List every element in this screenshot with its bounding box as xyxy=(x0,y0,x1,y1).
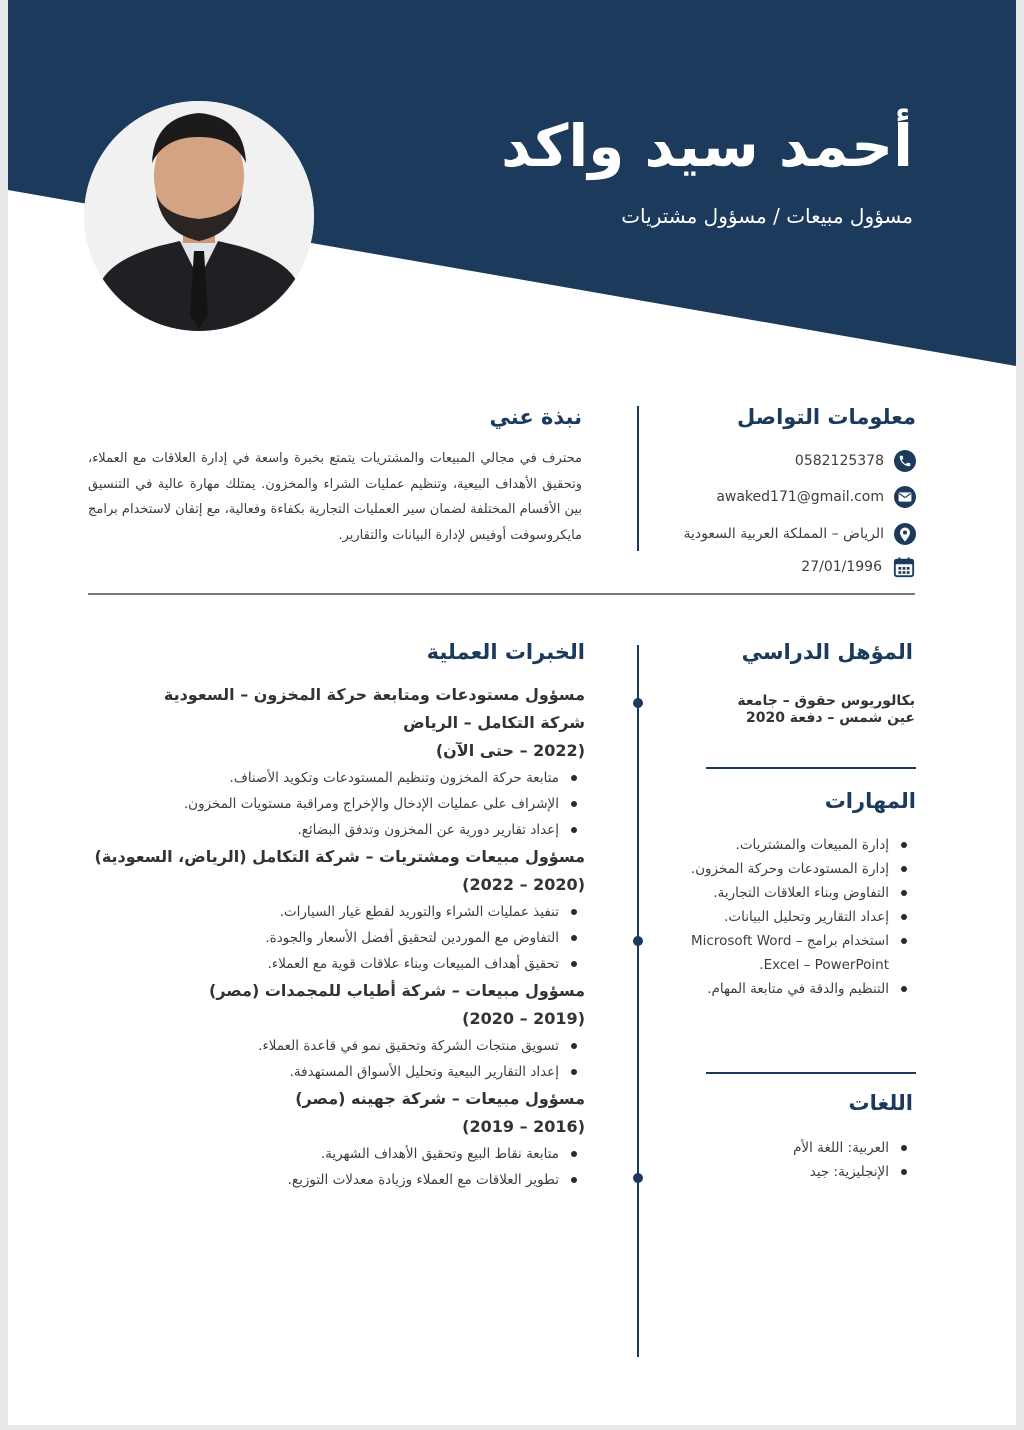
phone-row xyxy=(795,449,916,473)
job-duty: تحقيق أهداف المبيعات وبناء علاقات قوية مع العملاء. xyxy=(65,951,585,977)
education-divider xyxy=(706,767,916,769)
skill-item: استخدام برامج Microsoft Word – Excel – PowerPoint. xyxy=(681,929,911,977)
birth-date: 27/01/1996 xyxy=(801,559,882,575)
about-heading: نبذة عني xyxy=(489,405,582,429)
timeline-dot xyxy=(633,698,643,708)
job-duty: التفاوض مع الموردين لتحقيق أفضل الأسعار والجودة. xyxy=(65,925,585,951)
job-title: مسؤول مبيعات / مسؤول مشتريات xyxy=(621,204,913,228)
job-period: (2019 – 2020) xyxy=(462,1009,585,1028)
languages-heading: اللغات xyxy=(848,1091,913,1115)
job-entry xyxy=(65,977,585,1085)
skill-item: التنظيم والدقة في متابعة المهام. xyxy=(681,977,911,1001)
job-duty: الإشراف على عمليات الإدخال والإخراج ومراقبة مستويات المخزون. xyxy=(65,791,585,817)
skill-item: إعداد التقارير وتحليل البيانات. xyxy=(681,905,911,929)
location-icon xyxy=(894,523,916,545)
email-address[interactable]: awaked171@gmail.com xyxy=(716,489,884,505)
timeline-line xyxy=(637,645,639,1357)
job-duty: تسويق منتجات الشركة وتحقيق نمو في قاعدة العملاء. xyxy=(65,1033,585,1059)
timeline-dot xyxy=(633,1173,643,1183)
timeline-dot xyxy=(633,936,643,946)
candidate-name: أحمد سيد واكد xyxy=(501,112,913,180)
calendar-icon xyxy=(892,555,916,579)
skills-list xyxy=(681,833,911,1001)
skills-heading: المهارات xyxy=(824,789,916,813)
job-entry xyxy=(65,1085,585,1193)
location-text: الرياض – المملكة العربية السعودية xyxy=(683,526,884,542)
job-period: (2022 – حتى الآن) xyxy=(435,741,585,760)
job-title-line: مسؤول مبيعات – شركة أطياب للمجمدات (مصر) xyxy=(209,981,585,1000)
job-entry xyxy=(65,843,585,977)
skill-item: إدارة المبيعات والمشتريات. xyxy=(681,833,911,857)
skill-item: التفاوض وبناء العلاقات التجارية. xyxy=(681,881,911,905)
job-duty: متابعة نقاط البيع وتحقيق الأهداف الشهرية. xyxy=(65,1141,585,1167)
education-heading: المؤهل الدراسي xyxy=(741,640,913,664)
language-item: الإنجليزية: جيد xyxy=(681,1160,911,1184)
resume-page xyxy=(8,0,1016,1425)
job-duty: إعداد التقارير البيعية وتحليل الأسواق المستهدفة. xyxy=(65,1059,585,1085)
job-duty: متابعة حركة المخزون وتنظيم المستودعات وتكويد الأصناف. xyxy=(65,765,585,791)
job-company-line: شركة التكامل – الرياض xyxy=(403,713,585,732)
job-title-line: مسؤول مبيعات – شركة جهينه (مصر) xyxy=(295,1089,585,1108)
job-period: (2020 – 2022) xyxy=(462,875,585,894)
profile-photo xyxy=(84,101,314,331)
skill-item: إدارة المستودعات وحركة المخزون. xyxy=(681,857,911,881)
location-row xyxy=(683,522,916,546)
language-item: العربية: اللغة الأم xyxy=(681,1136,911,1160)
contact-heading: معلومات التواصل xyxy=(737,405,916,429)
top-divider-vertical xyxy=(637,406,639,551)
section-divider xyxy=(88,593,915,595)
education-text: بكالوريوس حقوق – جامعة عين شمس – دفعة 2020 xyxy=(737,693,915,726)
job-title-line: مسؤول مستودعات ومتابعة حركة المخزون – السعودية xyxy=(163,685,585,704)
job-period: (2016 – 2019) xyxy=(462,1117,585,1136)
skills-divider xyxy=(706,1072,916,1074)
phone-icon xyxy=(894,450,916,472)
job-duty: تنفيذ عمليات الشراء والتوريد لقطع غيار السيارات. xyxy=(65,899,585,925)
email-icon xyxy=(894,486,916,508)
job-duty: تطوير العلاقات مع العملاء وزيادة معدلات التوزيع. xyxy=(65,1167,585,1193)
birthdate-row xyxy=(801,555,916,579)
phone-number[interactable]: 0582125378 xyxy=(794,453,884,469)
job-duty: إعداد تقارير دورية عن المخزون وتدفق البضائع. xyxy=(65,817,585,843)
email-row xyxy=(716,485,916,509)
job-entry xyxy=(65,681,585,843)
job-title-line: مسؤول مبيعات ومشتريات – شركة التكامل (الرياض، السعودية) xyxy=(94,847,585,866)
languages-list xyxy=(681,1136,911,1184)
about-text: محترف في مجالي المبيعات والمشتريات يتمتع بخبرة واسعة في إدارة العلاقات مع العملاء، وتحقيق الأهداف البيعية، وتنظيم عمليات الشراء والمخزون. يمتلك مهارة عالية في التنسيق بين الأقسام المختلفة لضمان سير العمليات التجارية بكفاءة وفعالية، مع إتقان لاستخدام برامج مايكروسوفت أوفيس لإدارة البيانات والتقارير. xyxy=(88,451,582,543)
person-portrait-icon xyxy=(84,101,314,331)
experience-list xyxy=(65,681,585,1193)
experience-heading: الخبرات العملية xyxy=(426,640,585,664)
